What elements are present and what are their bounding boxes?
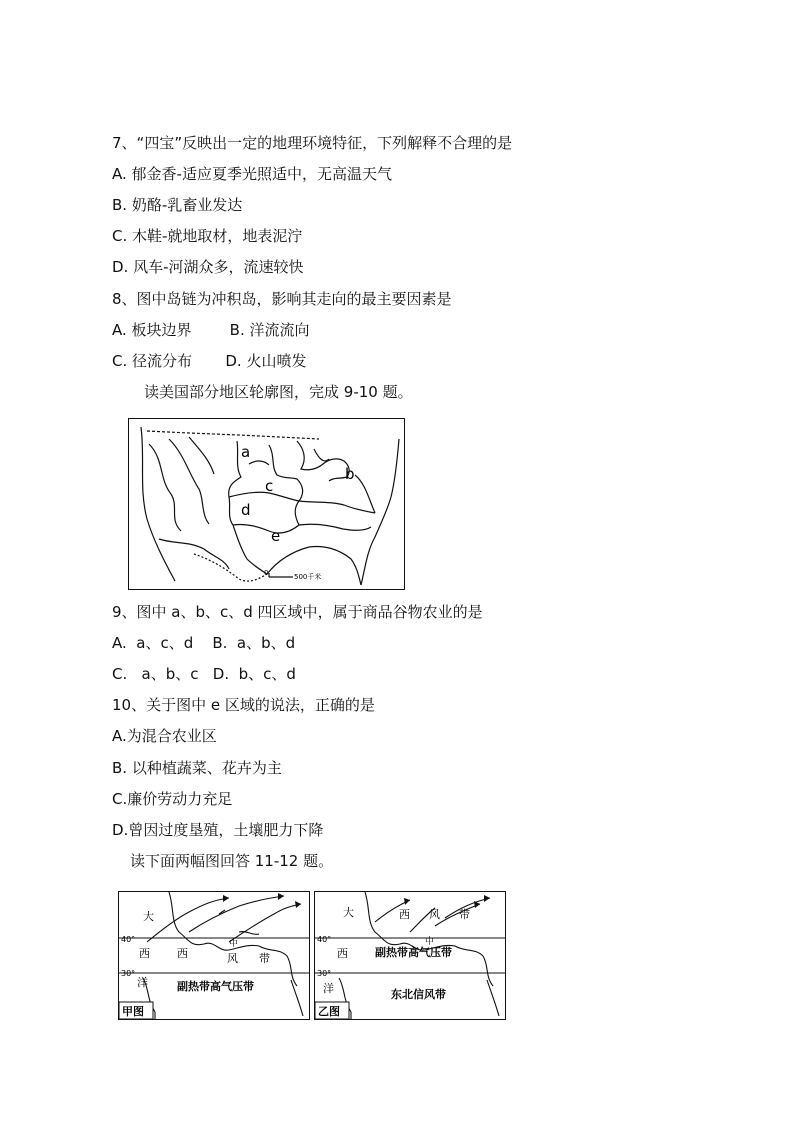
q9-options-ab: A. a、c、d B. a、b、d bbox=[112, 634, 296, 652]
scale-text: 500千米 bbox=[294, 573, 322, 581]
map-yi-drawing bbox=[315, 892, 505, 1019]
yi-ocean-3: 洋 bbox=[323, 982, 334, 995]
yi-ocean-1: 大 bbox=[343, 906, 354, 919]
yi-caption: 乙图 bbox=[318, 1005, 340, 1018]
map-jia-drawing bbox=[119, 892, 309, 1019]
yi-belt-char-3: 带 bbox=[459, 908, 470, 921]
q7-option-d: D. 风车-河湖众多，流速较快 bbox=[112, 258, 304, 276]
q7-option-c: C. 木鞋-就地取材，地表泥泞 bbox=[112, 227, 303, 245]
region-label-e: e bbox=[271, 527, 281, 545]
yi-trade-wind: 东北信风带 bbox=[391, 988, 446, 1001]
yi-belt-char-1: 西 bbox=[399, 908, 410, 921]
region-label-d: d bbox=[241, 501, 251, 519]
q10-option-c: C.廉价劳动力充足 bbox=[112, 790, 233, 808]
jia-belt-char-3: 带 bbox=[259, 952, 270, 965]
intro-9-10: 读美国部分地区轮廓图，完成 9-10 题。 bbox=[144, 383, 413, 401]
q9-stem: 9、图中 a、b、c、d 四区域中，属于商品谷物农业的是 bbox=[112, 603, 483, 621]
yi-zhong: 中 bbox=[425, 937, 435, 947]
region-label-b: b bbox=[345, 465, 355, 483]
yi-ocean-2: 西 bbox=[337, 947, 348, 960]
jia-belt-char-1: 西 bbox=[177, 947, 188, 960]
jia-ocean-3: 洋 bbox=[137, 976, 148, 989]
q7-stem: 7、“四宝”反映出一定的地理环境特征，下列解释不合理的是 bbox=[112, 134, 513, 152]
yi-lat-40: 40° bbox=[317, 935, 332, 944]
jia-belt-char-2: 风 bbox=[227, 952, 238, 965]
jia-caption: 甲图 bbox=[122, 1005, 144, 1018]
region-label-a: a bbox=[241, 443, 251, 461]
us-region-map bbox=[128, 418, 405, 590]
intro-11-12: 读下面两幅图回答 11-12 题。 bbox=[130, 852, 334, 870]
q8-stem: 8、图中岛链为冲积岛，影响其走向的最主要因素是 bbox=[112, 290, 452, 308]
q10-option-b: B. 以种植蔬菜、花卉为主 bbox=[112, 759, 282, 777]
jia-lat-30: 30° bbox=[121, 969, 136, 978]
jia-ocean-2: 西 bbox=[139, 947, 150, 960]
q9-options-cd: C. a、b、c D. b、c、d bbox=[112, 665, 296, 683]
q10-option-d: D.曾因过度垦殖，土壤肥力下降 bbox=[112, 821, 324, 839]
q7-option-a: A. 郁金香-适应夏季光照适中，无高温天气 bbox=[112, 165, 392, 183]
map-jia bbox=[118, 891, 310, 1020]
map-yi bbox=[314, 891, 506, 1020]
q8-options-cd: C. 径流分布 D. 火山喷发 bbox=[112, 352, 307, 370]
region-label-c: c bbox=[265, 477, 274, 495]
q8-options-ab: A. 板块边界 B. 洋流流向 bbox=[112, 321, 310, 339]
q7-option-b: B. 奶酪-乳畜业发达 bbox=[112, 196, 243, 214]
us-map-drawing bbox=[129, 419, 404, 589]
scale-zero: 0 bbox=[264, 569, 269, 577]
jia-lat-40: 40° bbox=[121, 935, 136, 944]
yi-subtropical-high: 副热带高气压带 bbox=[375, 946, 452, 959]
q10-option-a: A.为混合农业区 bbox=[112, 727, 217, 745]
yi-lat-30: 30° bbox=[317, 969, 332, 978]
q10-stem: 10、关于图中 e 区域的说法，正确的是 bbox=[112, 696, 375, 714]
jia-zhong: 中 bbox=[229, 939, 239, 949]
jia-ocean-1: 大 bbox=[143, 910, 154, 923]
yi-belt-char-2: 风 bbox=[429, 908, 440, 921]
jia-subtropical-high: 副热带高气压带 bbox=[177, 980, 254, 993]
